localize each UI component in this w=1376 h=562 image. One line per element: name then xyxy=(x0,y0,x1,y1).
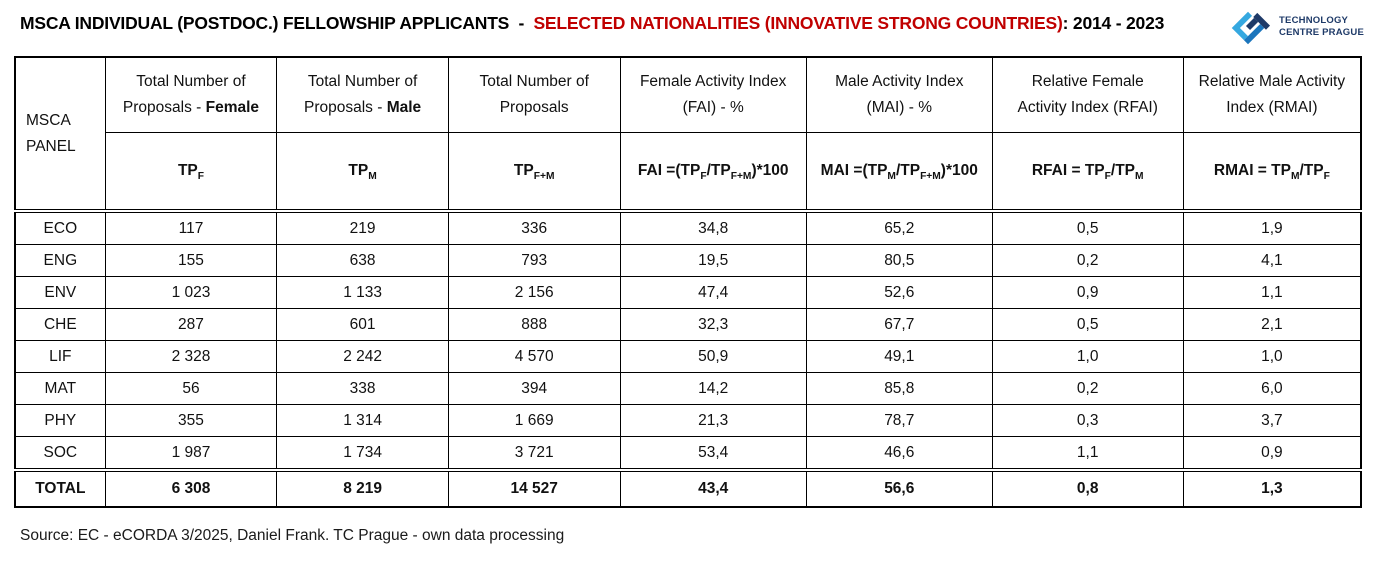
table-cell-soc-tpm: 1 734 xyxy=(277,437,449,471)
column-header-tpm: Total Number of Proposals - Male xyxy=(277,57,449,133)
table-cell-phy-rfai: 0,3 xyxy=(992,405,1183,437)
row-label-soc: SOC xyxy=(15,437,105,471)
table-cell-soc-rfai: 1,1 xyxy=(992,437,1183,471)
table-cell-eco-tpfm: 336 xyxy=(448,211,620,245)
column-header-tpfm: Total Number of Proposals xyxy=(448,57,620,133)
table-cell-total-mai: 56,6 xyxy=(806,470,992,507)
column-formula-fai: FAI $=(TP_F/TP_{F+M})*100$ xyxy=(620,133,806,212)
tc-prague-logo-text xyxy=(1279,15,1364,39)
column-formula-rfai: RFAI = $TP_F/TP_M$ xyxy=(992,133,1183,212)
table-cell-eng-tpm: 638 xyxy=(277,245,449,277)
table-cell-che-rmai: 2,1 xyxy=(1183,309,1361,341)
table-cell-che-tpfm: 888 xyxy=(448,309,620,341)
column-formula-mai: MAI $=(TP_M/TP_{F+M})*100$ xyxy=(806,133,992,212)
column-header-fai: Female Activity Index (FAI) - % xyxy=(620,57,806,133)
title-part-red: SELECTED NATIONALITIES (INNOVATIVE STRONG COUNTRIES) xyxy=(533,13,1063,33)
table-cell-env-mai: 52,6 xyxy=(806,277,992,309)
table-cell-che-rfai: 0,5 xyxy=(992,309,1183,341)
table-cell-total-fai: 43,4 xyxy=(620,470,806,507)
title-part-black-2: : 2014 - 2023 xyxy=(1062,13,1165,33)
table-cell-eco-mai: 65,2 xyxy=(806,211,992,245)
table-cell-che-fai: 32,3 xyxy=(620,309,806,341)
table-row-soc xyxy=(15,437,1361,471)
table-cell-che-tpf: 287 xyxy=(105,309,277,341)
column-header-tpf: Total Number of Proposals - Female xyxy=(105,57,277,133)
table-row-phy xyxy=(15,405,1361,437)
column-formula-tpfm: $TP_{F+M}$ xyxy=(448,133,620,212)
table-cell-eco-tpm: 219 xyxy=(277,211,449,245)
title-part-black-1: MSCA INDIVIDUAL (POSTDOC.) FELLOWSHIP APPLICANTS - xyxy=(20,13,534,33)
logo-line-2: CENTRE PRAGUE xyxy=(1279,27,1364,38)
column-formula-tpm: $TP_M$ xyxy=(277,133,449,212)
table-cell-phy-tpm: 1 314 xyxy=(277,405,449,437)
table-cell-soc-tpfm: 3 721 xyxy=(448,437,620,471)
table-cell-eng-rmai: 4,1 xyxy=(1183,245,1361,277)
table-cell-mat-rmai: 6,0 xyxy=(1183,373,1361,405)
table-row-env xyxy=(15,277,1361,309)
table-cell-env-rfai: 0,9 xyxy=(992,277,1183,309)
table-cell-mat-fai: 14,2 xyxy=(620,373,806,405)
table-row-total xyxy=(15,470,1361,507)
table-cell-lif-tpm: 2 242 xyxy=(277,341,449,373)
table-cell-phy-tpf: 355 xyxy=(105,405,277,437)
table-cell-lif-fai: 50,9 xyxy=(620,341,806,373)
table-row-mat xyxy=(15,373,1361,405)
row-label-eng: ENG xyxy=(15,245,105,277)
table-cell-soc-tpf: 1 987 xyxy=(105,437,277,471)
column-formula-tpf: $TP_F$ xyxy=(105,133,277,212)
table-cell-eng-mai: 80,5 xyxy=(806,245,992,277)
row-label-che: CHE xyxy=(15,309,105,341)
table-cell-eng-fai: 19,5 xyxy=(620,245,806,277)
table-cell-eng-tpfm: 793 xyxy=(448,245,620,277)
column-header-mai: Male Activity Index (MAI) - % xyxy=(806,57,992,133)
table-cell-che-mai: 67,7 xyxy=(806,309,992,341)
table-cell-env-rmai: 1,1 xyxy=(1183,277,1361,309)
panel-header-line-1: MSCA xyxy=(26,111,71,129)
tc-prague-logo xyxy=(1225,3,1364,51)
table-cell-mat-rfai: 0,2 xyxy=(992,373,1183,405)
table-cell-soc-mai: 46,6 xyxy=(806,437,992,471)
table-cell-eng-tpf: 155 xyxy=(105,245,277,277)
row-label-phy: PHY xyxy=(15,405,105,437)
table-cell-env-fai: 47,4 xyxy=(620,277,806,309)
table-cell-env-tpf: 1 023 xyxy=(105,277,277,309)
table-cell-phy-rmai: 3,7 xyxy=(1183,405,1361,437)
table-cell-mat-tpfm: 394 xyxy=(448,373,620,405)
table-cell-total-tpm: 8 219 xyxy=(277,470,449,507)
table-cell-eco-tpf: 117 xyxy=(105,211,277,245)
column-formula-rmai: RMAI = $TP_M/TP_F$ xyxy=(1183,133,1361,212)
table-cell-total-rmai: 1,3 xyxy=(1183,470,1361,507)
column-header-rfai: Relative Female Activity Index (RFAI) xyxy=(992,57,1183,133)
table-cell-lif-tpfm: 4 570 xyxy=(448,341,620,373)
table-cell-phy-tpfm: 1 669 xyxy=(448,405,620,437)
table-cell-env-tpm: 1 133 xyxy=(277,277,449,309)
table-cell-total-tpf: 6 308 xyxy=(105,470,277,507)
table-cell-soc-rmai: 0,9 xyxy=(1183,437,1361,471)
column-header-rmai: Relative Male Activity Index (RMAI) xyxy=(1183,57,1361,133)
table-cell-lif-rmai: 1,0 xyxy=(1183,341,1361,373)
table-cell-total-tpfm: 14 527 xyxy=(448,470,620,507)
table-cell-mat-mai: 85,8 xyxy=(806,373,992,405)
row-label-eco: ECO xyxy=(15,211,105,245)
header-row-formulas xyxy=(15,133,1361,212)
page-title xyxy=(20,13,1164,34)
logo-line-1: TECHNOLOGY xyxy=(1279,15,1349,27)
row-label-mat: MAT xyxy=(15,373,105,405)
panel-header-line-2: PANEL xyxy=(26,137,76,155)
table-row-eco xyxy=(15,211,1361,245)
table-cell-eco-fai: 34,8 xyxy=(620,211,806,245)
table-body xyxy=(15,211,1361,507)
applicants-table xyxy=(14,56,1362,508)
top-bar xyxy=(0,0,1376,56)
table-cell-soc-fai: 53,4 xyxy=(620,437,806,471)
row-label-lif: LIF xyxy=(15,341,105,373)
table-cell-phy-mai: 78,7 xyxy=(806,405,992,437)
table-cell-eco-rmai: 1,9 xyxy=(1183,211,1361,245)
table-cell-env-tpfm: 2 156 xyxy=(448,277,620,309)
table-cell-lif-mai: 49,1 xyxy=(806,341,992,373)
header-row-titles xyxy=(15,57,1361,133)
table-row-lif xyxy=(15,341,1361,373)
table-cell-che-tpm: 601 xyxy=(277,309,449,341)
table-cell-mat-tpf: 56 xyxy=(105,373,277,405)
table-header xyxy=(15,57,1361,211)
table-cell-eng-rfai: 0,2 xyxy=(992,245,1183,277)
table-cell-mat-tpm: 338 xyxy=(277,373,449,405)
table-cell-lif-tpf: 2 328 xyxy=(105,341,277,373)
row-label-total: TOTAL xyxy=(15,470,105,507)
row-label-env: ENV xyxy=(15,277,105,309)
table-row-eng xyxy=(15,245,1361,277)
table-cell-lif-rfai: 1,0 xyxy=(992,341,1183,373)
tc-prague-logo-icon xyxy=(1225,3,1275,51)
table-cell-eco-rfai: 0,5 xyxy=(992,211,1183,245)
table-cell-phy-fai: 21,3 xyxy=(620,405,806,437)
source-note: Source: EC - eCORDA 3/2025, Daniel Frank. TC Prague - own data processing xyxy=(20,527,565,544)
table-cell-total-rfai: 0,8 xyxy=(992,470,1183,507)
table-row-che xyxy=(15,309,1361,341)
header-msca-panel xyxy=(15,57,105,211)
